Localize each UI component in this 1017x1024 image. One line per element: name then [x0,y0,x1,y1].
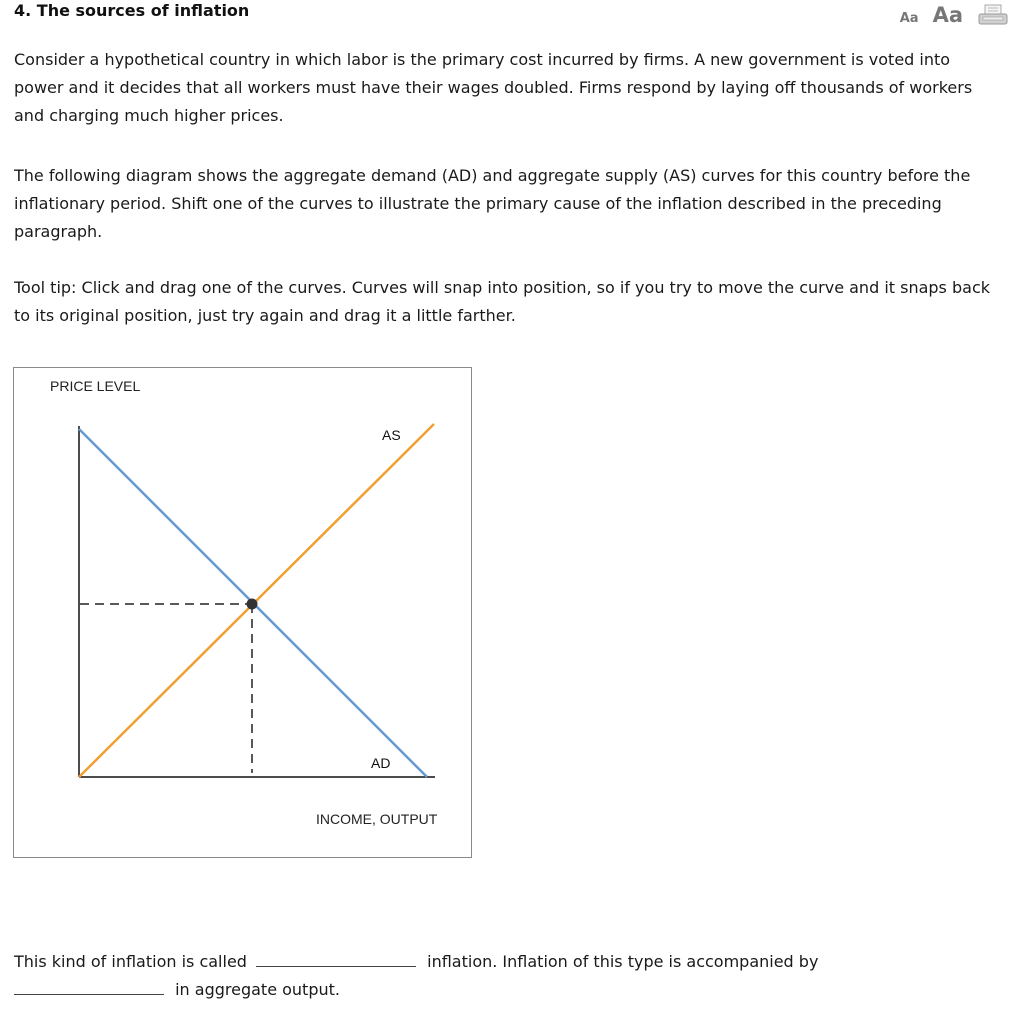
as-curve[interactable] [79,424,434,777]
increase-font-button[interactable]: Aa [932,3,963,27]
answer-sentence [14,948,1004,1004]
as-curve-label: AS [382,427,401,443]
question-title: 4. The sources of inflation [14,1,250,20]
print-icon[interactable] [977,4,1009,26]
toolbar [900,0,1009,26]
equilibrium-point [247,599,258,610]
answer-text-3: in aggregate output. [175,980,340,999]
answer-text-2: inflation. Inflation of this type is accompanied by [427,952,819,971]
ad-curve-label: AD [371,755,391,771]
ad-as-graph [13,367,472,858]
output-change-blank[interactable] [14,976,164,995]
inflation-type-blank[interactable] [256,948,416,967]
decrease-font-button[interactable]: Aa [899,11,919,26]
diagram-instructions-paragraph: The following diagram shows the aggregate demand (AD) and aggregate supply (AS) curves for this country before the inflationary period. Shift one of the curves to illustrate the primary cause of the inflation described in the preceding paragraph. [14,166,971,241]
y-axis-label: PRICE LEVEL [50,378,141,394]
x-axis-label: INCOME, OUTPUT [316,811,438,827]
scenario-paragraph: Consider a hypothetical country in which labor is the primary cost incurred by firms. A new government is voted into power and it decides that all workers must have their wages doubled. Firms respond by laying off thousands of workers and charging much higher prices. [14,50,973,125]
tool-tip-paragraph: Tool tip: Click and drag one of the curves. Curves will snap into position, so if you try to move the curve and it snaps back to its original position, just try again and drag it a little farther. [14,278,990,325]
answer-text-1: This kind of inflation is called [14,952,247,971]
